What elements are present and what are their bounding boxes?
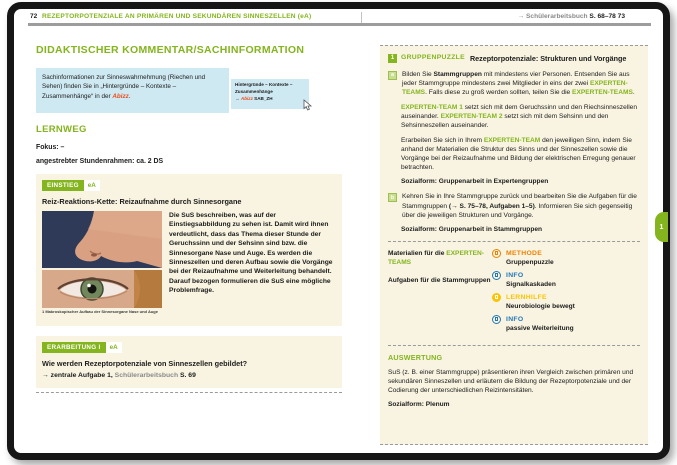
task-number-badge: 1 (388, 54, 397, 63)
erarbeitung-reference: → zentrale Aufgabe 1, Schülerarbeitsbuch S. 69 (42, 372, 196, 379)
sozialform-plenum: Sozialform: Plenum (388, 401, 450, 408)
task-para-erarbeiten: Erarbeiten Sie sich in Ihrem EXPERTEN-TEAM den jeweiligen Sinn, indem Sie anhand der Materialien die Struktur des Sinns und der Sinneszellen sowie die Vorgänge bei der Reizaufnahme und Bildung der elektrischen Erregung genauer betrachten. (401, 137, 636, 172)
stundenrahmen-line: angestrebter Stundenrahmen: ca. 2 DS (36, 158, 164, 165)
material-label: Neurobiologie bewegt (506, 302, 575, 310)
material-item-info-1 (492, 271, 640, 288)
material-badge: INFO (506, 271, 524, 279)
material-item-info-2 (492, 315, 640, 332)
lernweg-task-panel (380, 45, 648, 445)
header-reference: → Schülerarbeitsbuch S. 68–78 73 (517, 13, 625, 20)
task-para-expertenteams: EXPERTEN-TEAM 1 setzt sich mit dem Geruchssinn und den Riechsinneszellen auseinander. EXPERTEN-TEAM 2 setzt sich mit dem Sehsinn und den Sehsinneszellen auseinander. (401, 103, 638, 129)
task-title: Rezeptorpotenziale: Strukturen und Vorgänge (469, 53, 627, 63)
item-b-badge: b (388, 193, 397, 202)
einstieg-heading: Reiz-Reaktions-Kette: Reizaufnahme durch Sinnesorgane (42, 197, 242, 206)
materials-section (388, 241, 640, 337)
material-badge: METHODE (506, 249, 543, 257)
task-item-b: Kehren Sie in Ihre Stammgruppe zurück und bearbeiten Sie die Aufgaben für die Stammgruppen (→ S. 75–78, Aufgaben 1–5). Informieren Sie sich gegenseitig über die jeweiligen Strukturen und Vorgänge. (402, 193, 637, 219)
auswertung-text: SuS (z. B. einer Stammgruppe) präsentieren ihren Vergleich zwischen primären und sekundären Sinneszellen und erläutern die Bildung der Rezeptorpotenziale und der Codierung der unterschiedlichen Reizintensitäten. (388, 368, 634, 394)
chapter-side-tab: 1 (655, 212, 668, 242)
methode-icon (492, 249, 501, 258)
info-icon (492, 315, 501, 324)
left-bottom-separator (36, 392, 342, 393)
nose-photo (42, 211, 162, 268)
sozialform-stammgruppen: Sozialform: Gruppenarbeit in Stammgruppen (401, 225, 543, 233)
einstieg-text: Die SuS beschreiben, was auf der Einstiegsabbildung zu sehen ist. Damit wird ihnen verdeutlicht, dass das Thema dieser Stunde der Geruchssinn und der Sehsinn sind bzw. die Sinnesorgane Nase und Auge. Es werden die Sinneszellen und deren Aufbau sowie die Vorgänge bei der Reizaufnahme und Weiterleitung behandelt. Darauf bezogen formulieren die SuS eine mögliche Problemfrage. (169, 212, 333, 294)
material-label: Signalkaskaden (506, 280, 556, 288)
cursor-icon (302, 99, 313, 115)
material-item-methode (492, 249, 640, 266)
auswertung-section (388, 345, 640, 408)
material-item-lernhilfe (492, 293, 640, 310)
einstieg-section (36, 174, 342, 326)
materials-expertenteams-label: Materialien für die EXPERTEN-TEAMS (388, 249, 485, 267)
header-rule (28, 23, 651, 26)
fokus-line: Fokus: – (36, 144, 65, 151)
task-item-a: Bilden Sie Stammgruppen mit mindestens vier Personen. Entsenden Sie aus jeder Stammgruppe mindestens zwei Mitglieder in eins der zwei EXPERTEN-TEAMS. Falls diese zu groß werden sollten, teilen Sie die EXPERTEN-TEAMS. (402, 70, 635, 96)
abizz-link-box[interactable] (231, 79, 309, 109)
info-icon (492, 271, 501, 280)
sozialform-expertengruppen: Sozialform: Gruppenarbeit in Expertengruppen (401, 178, 549, 186)
auswertung-heading: AUSWERTUNG (388, 352, 443, 362)
erarbeitung-heading: Wie werden Rezeptorpotenziale von Sinneszellen gebildet? (42, 359, 248, 368)
erarbeitung-badge: ERARBEITUNG I (42, 342, 106, 353)
section-title-didaktik: DIDAKTISCHER KOMMENTAR/SACHINFORMATION (36, 44, 305, 56)
erarbeitung-section (36, 336, 342, 388)
sachinformation-box: Sachinformationen zur Sinneswahrnehmung (Riechen und Sehen) finden Sie in „Hintergründe – Kontexte – Zusammenhänge“ in der Abizz. (36, 68, 229, 113)
header-divider-tick (361, 12, 362, 23)
eye-photo (42, 270, 162, 308)
link-box-line1: Hintergründe – Kontexte – (235, 82, 293, 87)
erarbeitung-level-badge: eA (106, 342, 122, 353)
material-label: Gruppenpuzzle (506, 258, 554, 266)
item-a-badge: a (388, 71, 397, 80)
lernweg-title: LERNWEG (36, 124, 87, 135)
einstieg-level-badge: eA (84, 180, 100, 191)
photo-caption: 1 Makroskopischer Aufbau der Sinnesorgane Nase und Auge (42, 309, 158, 314)
material-badge: INFO (506, 315, 524, 323)
lernhilfe-icon (492, 293, 501, 302)
material-label: passive Weiterleitung (506, 324, 574, 332)
link-box-line2: Zusammenhänge (235, 88, 273, 94)
einstieg-badge: EINSTIEG (42, 180, 84, 191)
material-badge: LERNHILFE (506, 293, 547, 301)
task-keyword: GRUPPENPUZZLE (401, 54, 465, 61)
page-title: REZEPTORPOTENZIALE AN PRIMÄREN UND SEKUNDÄREN SINNESZELLEN (eA) (42, 13, 312, 20)
page-number-left: 72 (30, 13, 38, 20)
materials-stammgruppen-label: Aufgaben für die Stammgruppen (388, 276, 491, 284)
link-box-line3: → Abizz SAB_ZH (235, 95, 273, 101)
